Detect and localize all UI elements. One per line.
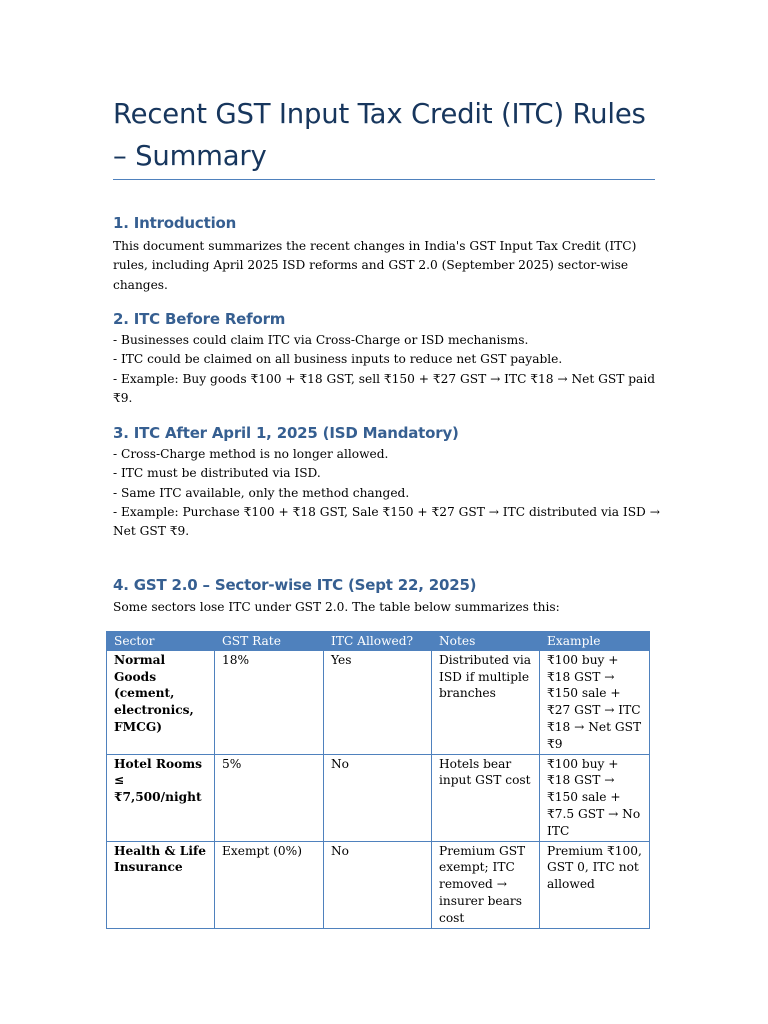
sector-cell: Normal Goods (cement, electronics, FMCG) — [107, 650, 215, 754]
table-row — [107, 841, 650, 928]
bullet-line: - ITC must be distributed via ISD. — [113, 466, 321, 481]
notes-cell: Distributed via ISD if multiple branches — [432, 650, 540, 754]
document-title: Recent GST Input Tax Credit (ITC) Rules – Summary — [113, 98, 646, 172]
column-header-sector: Sector — [107, 632, 215, 651]
example-cell: ₹100 buy + ₹18 GST → ₹150 sale + ₹27 GST → ITC ₹18 → Net GST ₹9 — [540, 650, 650, 754]
table-header-row — [107, 632, 650, 651]
bullet-line: - Example: Buy goods ₹100 + ₹18 GST, sell ₹150 + ₹27 GST → ITC ₹18 → Net GST paid ₹9. — [113, 371, 656, 405]
column-header-gst-rate: GST Rate — [215, 632, 324, 651]
bullet-line: - Same ITC available, only the method changed. — [113, 485, 410, 500]
intro-paragraph: This document summarizes the recent changes in India's GST Input Tax Credit (ITC) rules, including April 2025 ISD reforms and GST 2.0 (September 2025) sector-wise changes. — [113, 239, 637, 292]
sector-cell: Health & Life Insurance — [107, 841, 215, 928]
section-body-gst-2-sector-wise — [113, 598, 661, 617]
notes-cell: Premium GST exempt; ITC removed → insurer bears cost — [432, 841, 540, 928]
table-row — [107, 650, 650, 754]
bullet-line: - Businesses could claim ITC via Cross-Charge or ISD mechanisms. — [113, 333, 529, 347]
bullet-line: - Cross-Charge method is no longer allowed. — [113, 447, 389, 461]
section-body-introduction — [113, 237, 661, 295]
itc-allowed-cell: No — [324, 754, 432, 841]
example-cell: Premium ₹100, GST 0, ITC not allowed — [540, 841, 650, 928]
itc-allowed-cell: Yes — [324, 650, 432, 754]
column-header-notes: Notes — [432, 632, 540, 651]
itc-allowed-cell: No — [324, 841, 432, 928]
section-heading-introduction: 1. Introduction — [113, 214, 237, 232]
section-heading-itc-before-reform: 2. ITC Before Reform — [113, 310, 286, 328]
example-cell: ₹100 buy + ₹18 GST → ₹150 sale + ₹7.5 GST → No ITC — [540, 754, 650, 841]
column-header-example: Example — [540, 632, 650, 651]
section-heading-gst-2-sector-wise: 4. GST 2.0 – Sector-wise ITC (Sept 22, 2025) — [113, 576, 477, 594]
gst-rate-cell: Exempt (0%) — [215, 841, 324, 928]
sector-itc-table — [106, 631, 650, 929]
gst-rate-cell: 18% — [215, 650, 324, 754]
bullet-line: - Example: Purchase ₹100 + ₹18 GST, Sale ₹150 + ₹27 GST → ITC distributed via ISD → Net GST ₹9. — [113, 504, 660, 539]
table-intro-paragraph: Some sectors lose ITC under GST 2.0. The table below summarizes this: — [113, 600, 560, 614]
section-heading-itc-after-april-2025: 3. ITC After April 1, 2025 (ISD Mandatory) — [113, 424, 459, 442]
bullet-line: - ITC could be claimed on all business inputs to reduce net GST payable. — [113, 352, 563, 367]
table-row — [107, 754, 650, 841]
column-header-itc-allowed: ITC Allowed? — [324, 632, 432, 651]
sector-cell: Hotel Rooms ≤ ₹7,500/night — [107, 754, 215, 841]
section-body-itc-before-reform — [113, 331, 661, 408]
section-body-itc-after-april-2025 — [113, 445, 661, 541]
notes-cell: Hotels bear input GST cost — [432, 754, 540, 841]
gst-rate-cell: 5% — [215, 754, 324, 841]
title-divider — [113, 179, 655, 180]
